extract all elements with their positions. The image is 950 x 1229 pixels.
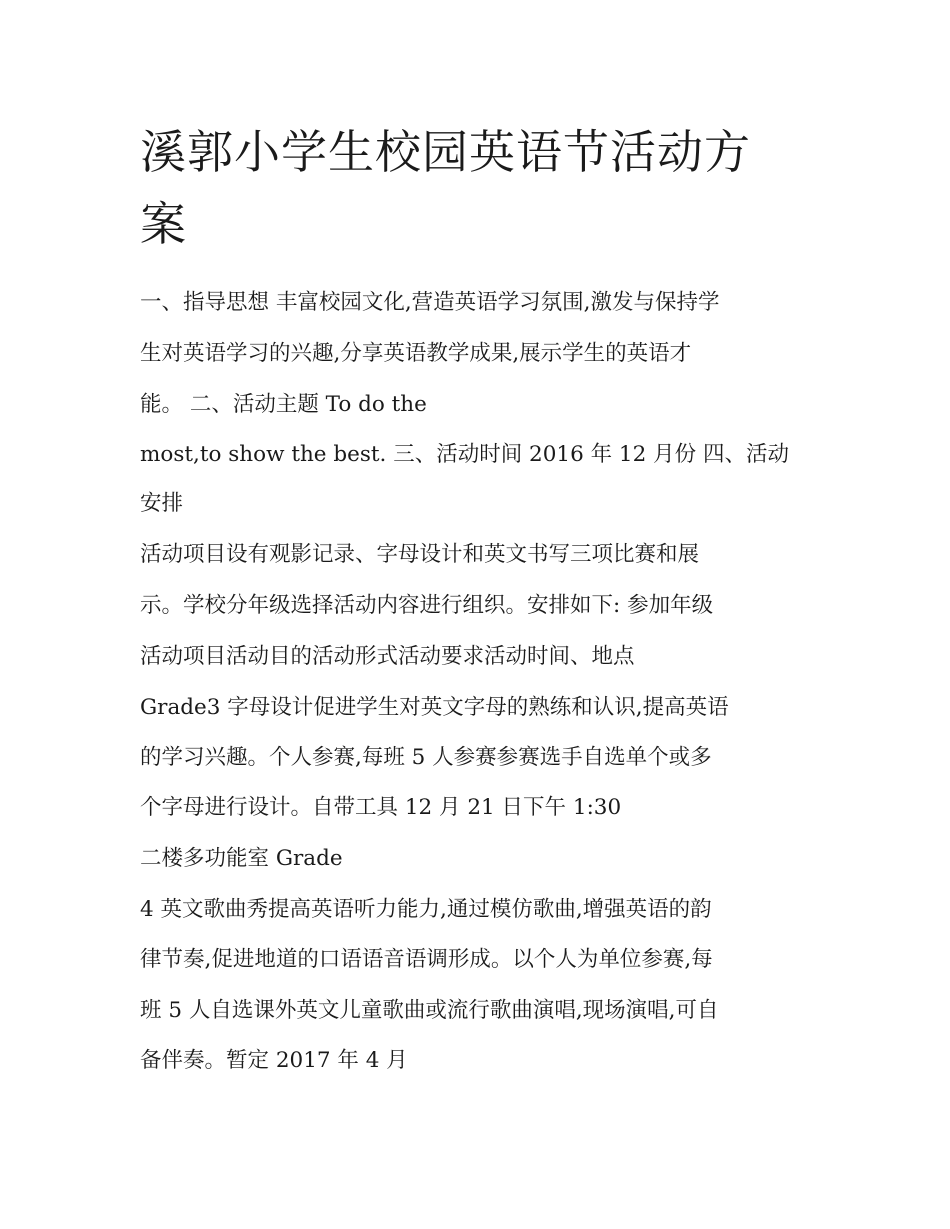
text-line: 示。学校分年级选择活动内容进行组织。安排如下: 参加年级 — [140, 593, 714, 618]
text-line: 生对英语学习的兴趣,分享英语教学成果,展示学生的英语才 — [140, 341, 692, 366]
text-line: 能。 二、活动主题 To do the — [140, 392, 427, 417]
title-line-2: 案 — [140, 197, 187, 251]
text-line: 4 英文歌曲秀提高英语听力能力,通过模仿歌曲,增强英语的韵 — [140, 897, 712, 922]
document-title — [140, 116, 820, 260]
text-line: 一、指导思想 丰富校园文化,营造英语学习氛围,激发与保持学 — [140, 290, 720, 315]
text-line: most,to show the best. 三、活动时间 2016 年 12 月份 四、活动 — [140, 442, 789, 467]
text-line: 备伴奏。暂定 2017 年 4 月 — [140, 1048, 408, 1073]
text-line: 安排 — [140, 491, 184, 516]
text-line: 二楼多功能室 Grade — [140, 846, 343, 871]
text-line: 活动项目活动目的活动形式活动要求活动时间、地点 — [140, 644, 635, 669]
text-line: 个字母进行设计。自带工具 12 月 21 日下午 1:30 — [140, 795, 622, 820]
text-line: 的学习兴趣。个人参赛,每班 5 人参赛参赛选手自选单个或多 — [140, 745, 712, 770]
text-line: 活动项目设有观影记录、字母设计和英文书写三项比赛和展 — [140, 542, 700, 567]
text-line: 律节奏,促进地道的口语语音语调形成。以个人为单位参赛,每 — [140, 947, 713, 972]
title-line-1: 溪郭小学生校园英语节活动方 — [140, 125, 751, 179]
text-line: 班 5 人自选课外英文儿童歌曲或流行歌曲演唱,现场演唱,可自 — [140, 998, 719, 1023]
text-line: Grade3 字母设计促进学生对英文字母的熟练和认识,提高英语 — [140, 695, 729, 720]
